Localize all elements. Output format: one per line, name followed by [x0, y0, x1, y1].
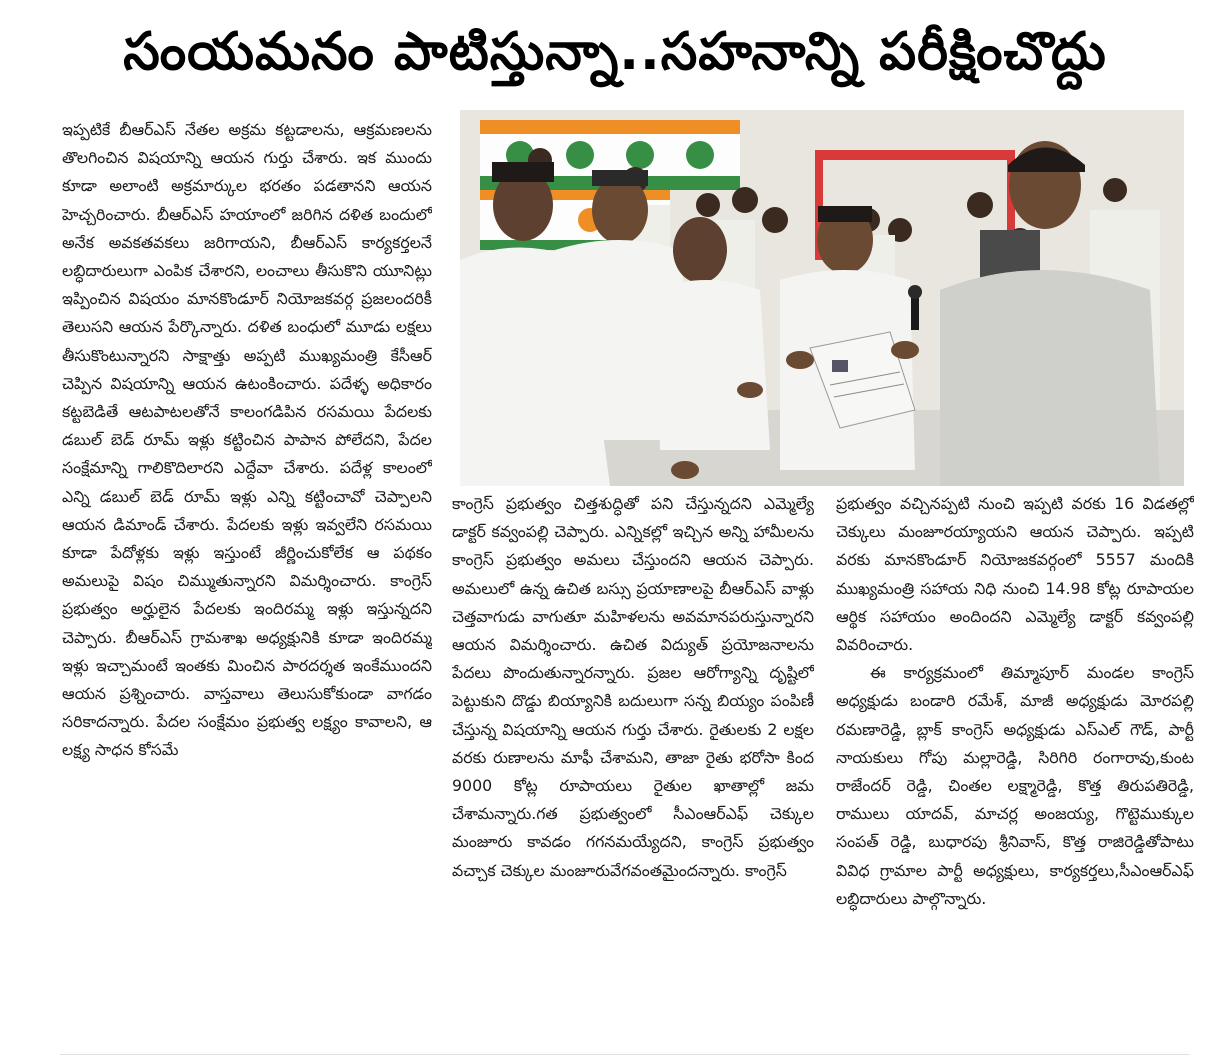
- headline: సంయమనం పాటిస్తున్నా..సహనాన్ని పరీక్షించొద్దు: [123, 22, 1107, 82]
- paragraph: ఇప్పటికే బీఆర్ఎస్ నేతల అక్రమ కట్టడాలను, ఆక్రమణలను తొలగించిన విషయాన్ని ఆయన గుర్తు చేశారు. ఇక ముందు కూడా అలాంటి అక్రమార్కుల భరతం పడతానని ఆయన హెచ్చరించారు. బీఆర్ఎస్ హయాంలో జరిగిన దళిత బందులో అనేక అవకతవకలు జరిగాయని, బీఆర్ఎస్ కార్యకర్తలనే లబ్ధిదారులుగా ఎంపిక చేశారని, లంచాలు తీసుకొని యూనిట్లు ఇప్పించిన విషయం మానకొండూర్ నియోజకవర్గ ప్రజలందరికీ తెలుసని ఆయన పేర్కొన్నారు. దళిత బంధులో మూడు లక్షలు తీసుకొంటున్నారని సాక్షాత్తు అప్పటి ముఖ్యమంత్రి కేసీఆర్ చెప్పిన విషయాన్ని ఆయన ఉటంకించారు. పదేళ్ళ అధికారం కట్టబెడితే ఆటపాటలతోనే కాలంగడిపిన రసమయి పేదలకు డబుల్ బెడ్ రూమ్ ఇళ్లు కట్టించిన పాపాన పోలేదని, పేదల సంక్షేమాన్ని గాలికొదిలారని ఎద్దేవా చేశారు. పదేళ్ల కాలంలో ఎన్ని డబుల్ బెడ్ రూమ్ ఇళ్లు ఎన్ని కట్టించావో చెప్పాలని ఆయన డిమాండ్ చేశారు. పేదలకు ఇళ్లు ఇవ్వలేని రసమయి కూడా పేదోళ్లకు ఇళ్లు ఇస్తుంటే జీర్ణించుకోలేక ఆ పథకం అమలుపై విషం చిమ్ముతున్నారని విమర్శించారు. కాంగ్రెస్ ప్రభుత్వం అర్హులైన పేదలకు ఇందిరమ్మ ఇళ్లు ఇస్తున్నదని చెప్పారు. బీఆర్ఎస్ గ్రామశాఖ అధ్యక్షునికి కూడా ఇందిరమ్మ ఇళ్లు ఇచ్చామంటే ఇంతకు మించిన పారదర్శత ఇంకేముందని ఆయన ప్రశ్నించారు. వాస్తవాలు తెలుసుకోకుండా వాగడం సరికాదన్నారు. పేదల సంక్షేమం ప్రభుత్వ లక్ష్యం కావాలని, ఆ లక్ష్య సాధన కోసమే: [62, 120, 432, 760]
- article-column-2: [452, 490, 814, 1016]
- event-photo-illustration: [460, 110, 1184, 486]
- paragraph: ఈ కార్యక్రమంలో తిమ్మాపూర్ మండల కాంగ్రెస్ అధ్యక్షుడు బండారి రమేశ్, మాజీ అధ్యక్షుడు మోరపల్లి రమణారెడ్డి, బ్లాక్ కాంగ్రెస్ అధ్యక్షుడు ఎస్ఎల్ గౌడ్, పార్టీ నాయకులు గోపు మల్లారెడ్డి, సిరిగిరి రంగారావు,కుంట రాజేందర్ రెడ్డి, చింతల లక్ష్మారెడ్డి, కొత్త తిరుపతిరెడ్డి, రాములు యాదవ్, మాచర్ల అంజయ్య, గొట్టెముక్కుల సంపత్ రెడ్డి, బుధారపు శ్రీనివాస్, కొత్త రాజిరెడ్డితోపాటు వివిధ గ్రామాల పార్టీ అధ్యక్షులు, కార్యకర్తలు,సీఎంఆర్ఎఫ్ లబ్ధిదారులు పాల్గొన్నారు.: [836, 663, 1194, 908]
- news-photo: [460, 110, 1184, 486]
- paragraph: ప్రభుత్వం వచ్చినప్పటి నుంచి ఇప్పటి వరకు 16 విడతల్లో చెక్కులు మంజూరయ్యాయని ఆయన చెప్పారు. ఇప్పటి వరకు మానకొండూర్ నియోజకవర్గంలో 5557 మందికి ముఖ్యమంత్రి సహాయ నిధి నుంచి 14.98 కోట్ల రూపాయల ఆర్థిక సహాయం అందిందని ఎమ్మెల్యే డాక్టర్ కవ్వంపల్లి వివరించారు.: [836, 494, 1194, 655]
- article-column-1: [62, 116, 432, 1016]
- paragraph: కాంగ్రెస్ ప్రభుత్వం చిత్తశుద్ధితో పని చేస్తున్నదని ఎమ్మెల్యే డాక్టర్ కవ్వంపల్లి చెప్పారు. ఎన్నికల్లో ఇచ్చిన అన్ని హామీలను కాంగ్రెస్ ప్రభుత్వం అమలు చేస్తుందని ఆయన చెప్పారు. అమలులో ఉన్న ఉచిత బస్సు ప్రయాణాలపై బీఆర్ఎస్ వాళ్లు చెత్తవాగుడు వాగుతూ మహిళలను అవమానపరుస్తున్నారని ఆయన విమర్శించారు. ఉచిత విద్యుత్ ప్రయోజనాలను పేదలు పొందుతున్నారన్నారు. ప్రజల ఆరోగ్యాన్ని దృష్టిలో పెట్టుకుని దొడ్డు బియ్యానికి బదులుగా సన్న బియ్యం పంపిణీ చేస్తున్న విషయాన్ని ఆయన గుర్తు చేశారు. రైతులకు 2 లక్షల వరకు రుణాలను మాఫీ చేశామని, తాజా రైతు భరోసా కింద 9000 కోట్ల రూపాయలు రైతుల ఖాతాల్లో జమ చేశామన్నారు.గత ప్రభుత్వంలో సీఎంఆర్ఎఫ్ చెక్కుల మంజూరు కావడం గగనమయ్యేదని, కాంగ్రెస్ ప్రభుత్వం వచ్చాక చెక్కుల మంజూరువేగవంతమైందన్నారు. కాంగ్రెస్: [452, 494, 814, 880]
- footer-rule: [60, 1054, 1190, 1055]
- article-column-3: [836, 490, 1194, 1016]
